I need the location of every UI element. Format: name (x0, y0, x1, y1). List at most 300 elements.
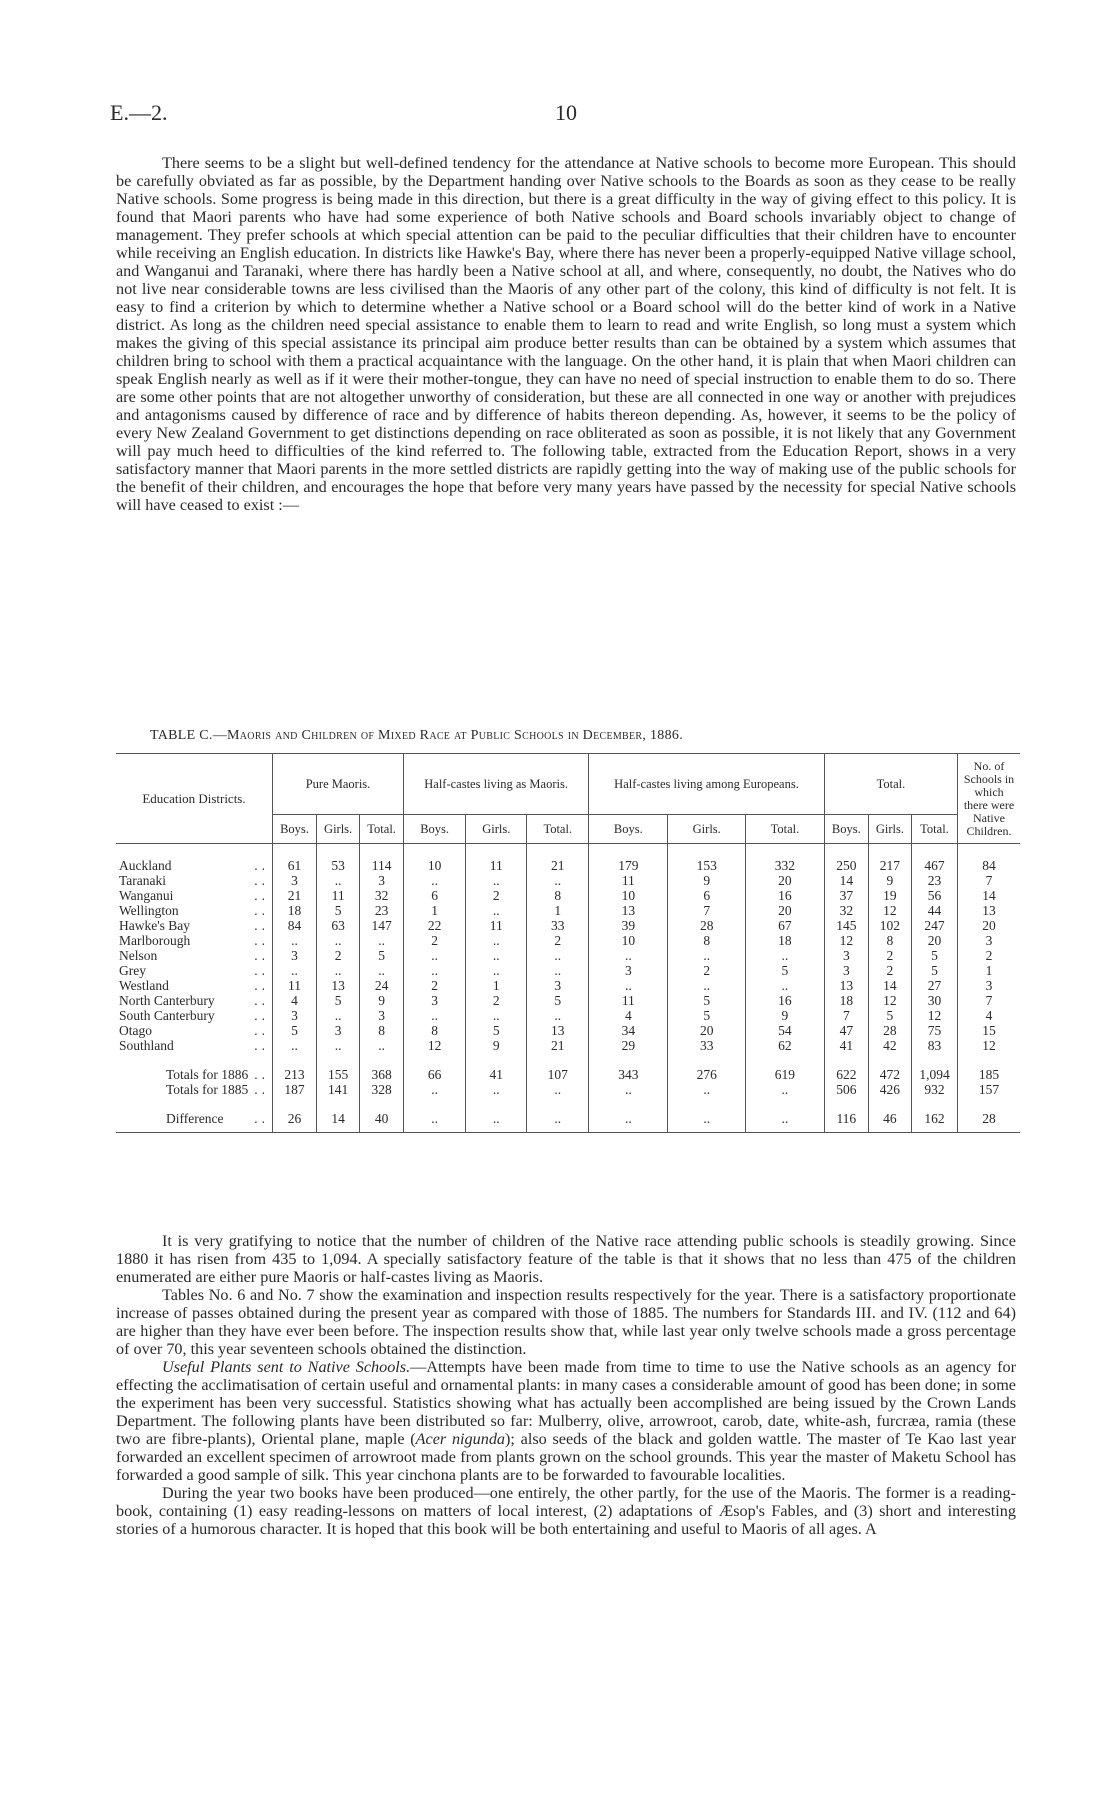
leader-dots: .. (254, 1008, 269, 1023)
table-cell: 5 (668, 993, 746, 1008)
col-education-districts: Education Districts. (116, 754, 273, 844)
spacer-cell (527, 1053, 589, 1067)
row-label-text: Taranaki (119, 873, 167, 888)
table-cell: .. (466, 873, 527, 888)
table-row (116, 948, 1020, 963)
table-cell: 506 (824, 1082, 868, 1097)
row-label (116, 873, 273, 888)
table-row (116, 858, 1020, 873)
table-cell: 1 (404, 903, 466, 918)
leader-dots: .. (254, 918, 269, 933)
table-cell: .. (527, 873, 589, 888)
table-cell: 14 (824, 873, 868, 888)
table-cell: 84 (958, 858, 1021, 873)
paragraph-4-heading: Useful Plants sent to Native Schools. (162, 1358, 411, 1376)
table-row (116, 933, 1020, 948)
table-cell: 5 (360, 948, 404, 963)
row-label-text: Totals for 1885 (166, 1082, 249, 1097)
table-cell: .. (668, 1082, 746, 1097)
table-cell: .. (527, 1082, 589, 1097)
table-cell: .. (527, 1111, 589, 1133)
table-cell: 8 (527, 888, 589, 903)
col-boys: Boys. (404, 815, 466, 844)
table-cell: 22 (404, 918, 466, 933)
table-cell: .. (466, 963, 527, 978)
row-label (116, 948, 273, 963)
spacer-cell (912, 1097, 958, 1111)
row-label-text: Wellington (119, 903, 179, 918)
spacer-cell (360, 844, 404, 859)
table-title (150, 728, 970, 744)
leader-dots: .. (254, 978, 269, 993)
table-cell: 13 (527, 1023, 589, 1038)
table-cell: 5 (746, 963, 825, 978)
table-cell: 13 (317, 978, 360, 993)
table-cell: 6 (668, 888, 746, 903)
table-cell: 2 (868, 963, 911, 978)
spacer-cell (116, 1097, 273, 1111)
table-cell: 102 (868, 918, 911, 933)
table-cell: 40 (360, 1111, 404, 1133)
table-cell: 75 (912, 1023, 958, 1038)
table-cell: 28 (958, 1111, 1021, 1133)
table-cell: 932 (912, 1082, 958, 1097)
table-cell: 8 (868, 933, 911, 948)
spacer-cell (824, 844, 868, 859)
table-cell: 276 (668, 1067, 746, 1082)
spacer-cell (868, 844, 911, 859)
table-cell: 13 (958, 903, 1021, 918)
col-total: Total. (527, 815, 589, 844)
table-cell: 4 (273, 993, 317, 1008)
col-girls: Girls. (868, 815, 911, 844)
table-cell: 3 (958, 933, 1021, 948)
spacer-cell (273, 844, 317, 859)
totals-row (116, 1067, 1020, 1082)
table-cell: 20 (746, 903, 825, 918)
row-label (116, 903, 273, 918)
spacer-cell (958, 844, 1021, 859)
row-label (116, 1008, 273, 1023)
table-cell: .. (668, 948, 746, 963)
table-cell: 6 (404, 888, 466, 903)
table-row (116, 888, 1020, 903)
table-cell: 18 (746, 933, 825, 948)
col-total: Total. (746, 815, 825, 844)
table-cell: 39 (589, 918, 668, 933)
paragraph-2: It is very gratifying to notice that the number of children of the Native race attending public schools is steadily growing. Since 1880 it has risen from 435 to 1,094. A specially satisfactory feature of the table is that it shows that no less than 475 of the children enumerated are either pure Maoris or half-castes living as Maoris. (116, 1232, 1016, 1286)
table-cell: 9 (360, 993, 404, 1008)
paragraph-4-italic: Acer nigunda (415, 1430, 506, 1448)
table-cell: .. (466, 903, 527, 918)
spacer-cell (404, 1097, 466, 1111)
table-cell: 116 (824, 1111, 868, 1133)
table-cell: 9 (466, 1038, 527, 1053)
table-cell: 2 (466, 888, 527, 903)
spacer-cell (746, 844, 825, 859)
row-label-text: Southland (119, 1038, 174, 1053)
table-cell: .. (404, 1008, 466, 1023)
table-cell: 11 (273, 978, 317, 993)
table-cell: 3 (360, 1008, 404, 1023)
table-cell: 13 (589, 903, 668, 918)
leader-dots: .. (254, 1082, 269, 1097)
spacer-cell (466, 1053, 527, 1067)
row-label (116, 1067, 273, 1082)
table-cell: .. (746, 1111, 825, 1133)
leader-dots: .. (254, 1038, 269, 1053)
paragraph-4 (116, 1358, 1016, 1484)
table-cell: 10 (589, 888, 668, 903)
table-cell: 1 (466, 978, 527, 993)
table-cell: 3 (273, 873, 317, 888)
difference-row (116, 1111, 1020, 1133)
leader-dots: .. (254, 1067, 269, 1082)
table-cell: 12 (912, 1008, 958, 1023)
table-cell: 185 (958, 1067, 1021, 1082)
table-cell: 9 (668, 873, 746, 888)
col-boys: Boys. (273, 815, 317, 844)
leader-dots: .. (254, 963, 269, 978)
spacer-cell (824, 1053, 868, 1067)
table-cell: .. (746, 978, 825, 993)
leader-dots: .. (254, 888, 269, 903)
table-cell: 46 (868, 1111, 911, 1133)
row-label-text: Totals for 1886 (166, 1067, 249, 1082)
table-label: TABLE C.— (150, 728, 228, 743)
spacer-cell (868, 1053, 911, 1067)
table-cell: 5 (668, 1008, 746, 1023)
table-cell: 56 (912, 888, 958, 903)
table-cell: 332 (746, 858, 825, 873)
table-cell: 30 (912, 993, 958, 1008)
table-row (116, 1038, 1020, 1053)
row-label-text: Nelson (119, 948, 158, 963)
spacer-cell (912, 1053, 958, 1067)
table-cell: 217 (868, 858, 911, 873)
table-cell: 67 (746, 918, 825, 933)
row-label-text: Otago (119, 1023, 152, 1038)
row-label-text: North Canterbury (119, 993, 215, 1008)
table-cell: 3 (317, 1023, 360, 1038)
row-label (116, 963, 273, 978)
page-code: E.—2. (110, 100, 168, 125)
col-girls: Girls. (466, 815, 527, 844)
table-cell: 5 (317, 903, 360, 918)
paragraph-1-text: There seems to be a slight but well-defined tendency for the attendance at Native schools to become more European. This should be carefully obviated as far as possible, by the Department handing over Native schools to the Boards as soon as they cease to be really Native schools. Some progress is being made in this direction, but there is a great difficulty in the way of giving effect to this policy. It is found that Maori parents who have had some experience of both Native schools and Board schools invariably object to change of management. They prefer schools at which special attention can be paid to the peculiar difficulties that their children have to encounter while receiving an English education. In districts like Hawke's Bay, where there has never been a properly-equipped Native village school, and Wanganui and Taranaki, where there has hardly been a Native school at all, and where, consequently, no doubt, the Natives who do not live near considerable towns are less civilised than the Maoris of any other part of the colony, this kind of difficulty is not felt. It is easy to find a criterion by which to determine whether a Native school or a Board school will do the better kind of work in a Native district. As long as the children need special assistance to enable them to learn to read and write English, so long must a system which makes the giving of this special assistance its principal aim produce better results than can be obtained by a system which assumes that children bring to school with them a practical acquaintance with the language. On the other hand, it is plain that when Maori children can speak English nearly as well as if it were their mother-tongue, they can have no need of special instruction to enable them to do so. There are some other points that are not altogether unworthy of consideration, but these are all connected in one way or another with prejudices and antagonisms caused by difference of race and by difference of habits thereon depending. As, however, it seems to be the policy of every New Zealand Government to get distinctions depending on race obliterated as soon as possible, it is not likely that any Government will pay much heed to difficulties of the kind referred to. The following table, extracted from the Education Report, shows in a very satisfactory manner that Maori parents in the more settled districts are rapidly getting into the way of making use of the public schools for the benefit of their children, and encourages the hope that before very many years have passed by the necessity for special Native schools will have ceased to exist :— (116, 154, 1016, 514)
table-cell: 7 (824, 1008, 868, 1023)
table-cell: 42 (868, 1038, 911, 1053)
table-cell: 162 (912, 1111, 958, 1133)
spacer-cell (404, 1053, 466, 1067)
spacer-row (116, 1053, 1020, 1067)
table-cell: 63 (317, 918, 360, 933)
paragraph-5: During the year two books have been produced—one entirely, the other partly, for the use of the Maoris. The former is a reading-book, containing (1) easy reading-lessons on matters of local interest, (2) adaptations of Æsop's Fables, and (3) short and interesting stories of a humorous character. It is hoped that this book will be both entertaining and useful to Maoris of all ages. A (116, 1484, 1016, 1538)
table-cell: 2 (404, 933, 466, 948)
spacer-cell (527, 1097, 589, 1111)
table-cell: 12 (868, 993, 911, 1008)
table-cell: 3 (824, 948, 868, 963)
row-label (116, 918, 273, 933)
table-cell: 2 (466, 993, 527, 1008)
table-row (116, 963, 1020, 978)
row-label (116, 858, 273, 873)
row-label (116, 1082, 273, 1097)
table-cell: 9 (746, 1008, 825, 1023)
table-cell: .. (404, 963, 466, 978)
spacer-cell (868, 1097, 911, 1111)
table-cell: 3 (589, 963, 668, 978)
col-group-pure-maoris: Pure Maoris. (273, 754, 404, 815)
row-label-text: Hawke's Bay (119, 918, 191, 933)
table-cell: .. (589, 978, 668, 993)
table-cell: 5 (466, 1023, 527, 1038)
table-cell: 10 (404, 858, 466, 873)
table-cell: 3 (404, 993, 466, 1008)
table-cell: 83 (912, 1038, 958, 1053)
table-cell: 3 (273, 948, 317, 963)
table-row (116, 1008, 1020, 1023)
col-boys: Boys. (824, 815, 868, 844)
table-cell: 12 (868, 903, 911, 918)
table-cell: 47 (824, 1023, 868, 1038)
table-cell: 11 (589, 993, 668, 1008)
spacer-cell (273, 1097, 317, 1111)
table-cell: 14 (317, 1111, 360, 1133)
table-cell: 368 (360, 1067, 404, 1082)
table-cell: 2 (868, 948, 911, 963)
table-cell: .. (527, 963, 589, 978)
paragraph-4-end: ); also seeds of the black and golden wattle. The master of Te Kao last year forwarded an excellent specimen of arrowroot made from plants grown on the school grounds. This year the master of Maketu School has forwarded a good sample of silk. This year cinchona plants are to be forwarded to favourable localities. (116, 1430, 1016, 1484)
table-body (116, 844, 1020, 1133)
table-cell: 44 (912, 903, 958, 918)
table-cell: 11 (466, 858, 527, 873)
table-cell: 84 (273, 918, 317, 933)
table-cell: 23 (912, 873, 958, 888)
table-cell: 3 (824, 963, 868, 978)
table-cell: 343 (589, 1067, 668, 1082)
table-cell: 21 (273, 888, 317, 903)
table-cell: .. (317, 1008, 360, 1023)
table-cell: .. (404, 873, 466, 888)
table-cell: 7 (668, 903, 746, 918)
table-cell: 426 (868, 1082, 911, 1097)
spacer-cell (360, 1097, 404, 1111)
table-cell: 114 (360, 858, 404, 873)
row-label (116, 933, 273, 948)
table-cell: 1 (527, 903, 589, 918)
table-cell: .. (527, 948, 589, 963)
table-cell: 61 (273, 858, 317, 873)
table-cell: .. (466, 933, 527, 948)
col-boys: Boys. (589, 815, 668, 844)
table-cell: 11 (589, 873, 668, 888)
leader-dots: .. (254, 1111, 269, 1126)
table-cell: 5 (317, 993, 360, 1008)
spacer-cell (317, 1097, 360, 1111)
col-group-half-castes-as-maoris: Half-castes living as Maoris. (404, 754, 589, 815)
col-girls: Girls. (668, 815, 746, 844)
table-cell: .. (466, 1008, 527, 1023)
spacer-row (116, 844, 1020, 859)
table-cell: 3 (273, 1008, 317, 1023)
table-cell: 2 (958, 948, 1021, 963)
table-cell: .. (466, 948, 527, 963)
table-row (116, 993, 1020, 1008)
table-cell: 20 (668, 1023, 746, 1038)
table-cell: 7 (958, 873, 1021, 888)
col-group-total: Total. (824, 754, 957, 815)
table-cell: .. (360, 963, 404, 978)
table-row (116, 903, 1020, 918)
spacer-cell (317, 844, 360, 859)
spacer-cell (527, 844, 589, 859)
table-cell: 41 (824, 1038, 868, 1053)
table-cell: .. (317, 933, 360, 948)
row-label-text: Auckland (119, 858, 172, 873)
table-cell: 5 (912, 963, 958, 978)
table-cell: .. (317, 873, 360, 888)
table-cell: 66 (404, 1067, 466, 1082)
table-title-text: Maoris and Children of Mixed Race at Public Schools in December, 1886. (227, 728, 684, 743)
table-cell: 20 (958, 918, 1021, 933)
table-cell: 54 (746, 1023, 825, 1038)
table-cell: 37 (824, 888, 868, 903)
spacer-cell (912, 844, 958, 859)
table-cell: 9 (868, 873, 911, 888)
leader-dots: .. (254, 948, 269, 963)
table-cell: 328 (360, 1082, 404, 1097)
table-cell: 3 (360, 873, 404, 888)
spacer-cell (958, 1053, 1021, 1067)
table-cell: 13 (824, 978, 868, 993)
table-cell: .. (360, 1038, 404, 1053)
table-cell: .. (668, 1111, 746, 1133)
table-cell: 213 (273, 1067, 317, 1082)
table-cell: 3 (958, 978, 1021, 993)
table-cell: 179 (589, 858, 668, 873)
table-cell: 7 (958, 993, 1021, 1008)
table-cell: 147 (360, 918, 404, 933)
table-cell: 619 (746, 1067, 825, 1082)
leader-dots: .. (254, 1023, 269, 1038)
table-cell: .. (746, 948, 825, 963)
table-cell: 8 (360, 1023, 404, 1038)
paragraph-3: Tables No. 6 and No. 7 show the examination and inspection results respectively for the year. There is a satisfactory proportionate increase of passes obtained during the present year as compared with those of 1885. The numbers for Standards III. and IV. (112 and 64) are higher than they have ever been before. The inspection results show that, while last year only twelve schools made a gross percentage of over 70, this year seventeen schools obtained the distinction. (116, 1286, 1016, 1358)
table-cell: .. (466, 1111, 527, 1133)
table-cell: 187 (273, 1082, 317, 1097)
page-number: 10 (555, 100, 577, 125)
row-label (116, 978, 273, 993)
table-cell: 5 (912, 948, 958, 963)
row-label (116, 1111, 273, 1133)
table-cell: 2 (527, 933, 589, 948)
table-cell: 2 (317, 948, 360, 963)
leader-dots: .. (254, 993, 269, 1008)
table-cell: 14 (868, 978, 911, 993)
table-cell: 145 (824, 918, 868, 933)
table-cell: 16 (746, 993, 825, 1008)
row-label (116, 888, 273, 903)
col-girls: Girls. (317, 815, 360, 844)
spacer-cell (746, 1097, 825, 1111)
table-cell: 5 (527, 993, 589, 1008)
spacer-cell (668, 844, 746, 859)
table-cell: 10 (589, 933, 668, 948)
paragraph-4-body: —Attempts have been made from time to time to use the Native schools as an agency for effecting the acclimatisation of certain useful and ornamental plants: in many cases a considerable amount of good has been done; in some the experiment has been very successful. Statistics showing what has actually been accomplished are being issued by the Crown Lands Department. The following plants have been distributed so far: Mulberry, olive, arrowroot, carob, date, white-ash, furcræa, ramia (these two are fibre-plants), Oriental plane, maple ( (116, 1358, 1016, 1448)
table-cell: 4 (958, 1008, 1021, 1023)
table-cell: 107 (527, 1067, 589, 1082)
spacer-cell (116, 844, 273, 859)
spacer-cell (116, 1053, 273, 1067)
table-cell: 16 (746, 888, 825, 903)
table-cell: 29 (589, 1038, 668, 1053)
table-cell: 15 (958, 1023, 1021, 1038)
table-cell: 20 (912, 933, 958, 948)
page-header (110, 100, 1010, 130)
table-cell: 26 (273, 1111, 317, 1133)
table-cell: 5 (273, 1023, 317, 1038)
table-cell: .. (273, 963, 317, 978)
table-cell: 14 (958, 888, 1021, 903)
row-label-text: Westland (119, 978, 169, 993)
table-cell: 28 (668, 918, 746, 933)
table-cell: .. (527, 1008, 589, 1023)
table-row (116, 918, 1020, 933)
spacer-cell (317, 1053, 360, 1067)
table-cell: 12 (958, 1038, 1021, 1053)
spacer-cell (466, 1097, 527, 1111)
spacer-cell (273, 1053, 317, 1067)
leader-dots: .. (254, 873, 269, 888)
table-cell: 21 (527, 858, 589, 873)
spacer-row (116, 1097, 1020, 1111)
table-cell: 1 (958, 963, 1021, 978)
table-cell: 472 (868, 1067, 911, 1082)
spacer-cell (466, 844, 527, 859)
table-cell: 141 (317, 1082, 360, 1097)
table-cell: 467 (912, 858, 958, 873)
row-label (116, 1023, 273, 1038)
row-label-text: Difference (166, 1111, 224, 1126)
spacer-cell (589, 1097, 668, 1111)
totals-row (116, 1082, 1020, 1097)
spacer-cell (668, 1097, 746, 1111)
table-cell: 5 (868, 1008, 911, 1023)
table-cell: 21 (527, 1038, 589, 1053)
row-label (116, 1038, 273, 1053)
col-group-half-castes-among-europeans: Half-castes living among Europeans. (589, 754, 825, 815)
table-cell: 18 (273, 903, 317, 918)
table-cell: 19 (868, 888, 911, 903)
table-cell: 11 (466, 918, 527, 933)
table-cell: 155 (317, 1067, 360, 1082)
table-cell: 24 (360, 978, 404, 993)
row-label-text: Marlborough (119, 933, 191, 948)
spacer-cell (958, 1097, 1021, 1111)
table-cell: 41 (466, 1067, 527, 1082)
table-row (116, 1023, 1020, 1038)
col-total: Total. (360, 815, 404, 844)
col-total: Total. (912, 815, 958, 844)
table-cell: 250 (824, 858, 868, 873)
table-cell: 18 (824, 993, 868, 1008)
table-cell: .. (317, 1038, 360, 1053)
spacer-cell (824, 1097, 868, 1111)
table-cell: 23 (360, 903, 404, 918)
table-cell: 32 (360, 888, 404, 903)
table-cell: .. (404, 1111, 466, 1133)
